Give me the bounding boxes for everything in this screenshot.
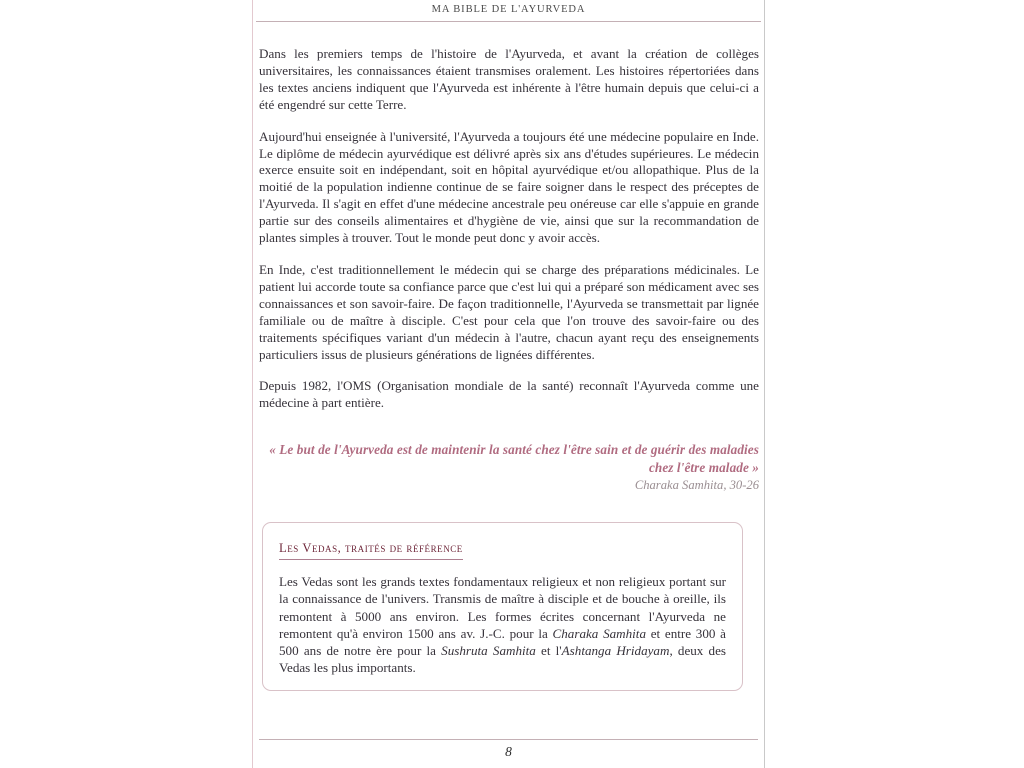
pull-quote xyxy=(256,441,761,494)
pull-quote-text: « Le but de l'Ayurveda est de maintenir la santé chez l'être sain et de guérir des maladies chez l'être malade » xyxy=(269,442,759,475)
paragraph: Dans les premiers temps de l'histoire de l'Ayurveda, et avant la création de collèges universitaires, les connaissances étaient transmises oralement. Les histoires répertoriées dans les textes anciens indiquent que l'Ayurveda est inhérente à l'être humain depuis que celui-ci a été engendré sur cette Terre. xyxy=(259,46,759,112)
paragraph: Depuis 1982, l'OMS (Organisation mondiale de la santé) reconnaît l'Ayurveda comme une médecine à part entière. xyxy=(259,378,759,411)
page-footer xyxy=(259,739,758,760)
callout-box xyxy=(262,522,743,691)
body-copy xyxy=(256,46,761,412)
page-number: 8 xyxy=(505,744,512,759)
header-rule xyxy=(256,21,761,22)
running-head: MA BIBLE DE L'AYURVEDA xyxy=(431,4,586,15)
page-inner xyxy=(256,0,761,768)
callout-body: Les Vedas sont les grands textes fondamentaux religieux et non religieux portant sur la connaissance de l'univers. Transmis de maître à disciple et de bouche à oreille, ils remontent à 5000 ans environ. Les formes écrites concernant l'Ayurveda ne remontent qu'à environ 1500 ans av. J.-C. pour la Charaka Samhita et entre 300 à 500 ans de notre ère pour la Sushruta Samhita et l'Ashtanga Hridayam, deux des Vedas les plus importants. xyxy=(279,574,727,676)
footer-rule xyxy=(259,739,758,740)
book-page xyxy=(252,0,765,768)
pull-quote-source: Charaka Samhita, 30-26 xyxy=(634,478,759,493)
paragraph: Aujourd'hui enseignée à l'université, l'Ayurveda a toujours été une médecine populaire en Inde. Le diplôme de médecin ayurvédique est délivré après six ans d'études supérieures. Le médecin exerce ensuite soit en indépendant, soit en hôpital ayurvédique et/ou allopathique. Plus de la moitié de la population indienne continue de se faire soigner dans le respect des préceptes de l'Ayurveda. Il s'agit en effet d'une médecine ancestrale peu onéreuse car elle s'appuie en grande partie sur des conseils alimentaires et d'hygiène de vie, ainsi que sur la recommandation de plantes simples à trouver. Tout le monde peut donc y avoir accès. xyxy=(259,128,759,246)
callout-title: Les Vedas, traités de référence xyxy=(279,541,463,560)
paragraph: En Inde, c'est traditionnellement le médecin qui se charge des préparations médicinales. Le patient lui accorde toute sa confiance parce que c'est lui qui a préparé son médicament avec ses connaissances et son savoir-faire. De façon traditionnelle, l'Ayurveda se transmettait par lignée familiale ou de maître à disciple. C'est pour cela que l'on trouve des savoir-faire ou des traitements spécifiques variant d'un médecin à l'autre, chacun ayant reçu des enseignements particuliers issus de plusieurs générations de lignées différentes. xyxy=(259,261,759,362)
